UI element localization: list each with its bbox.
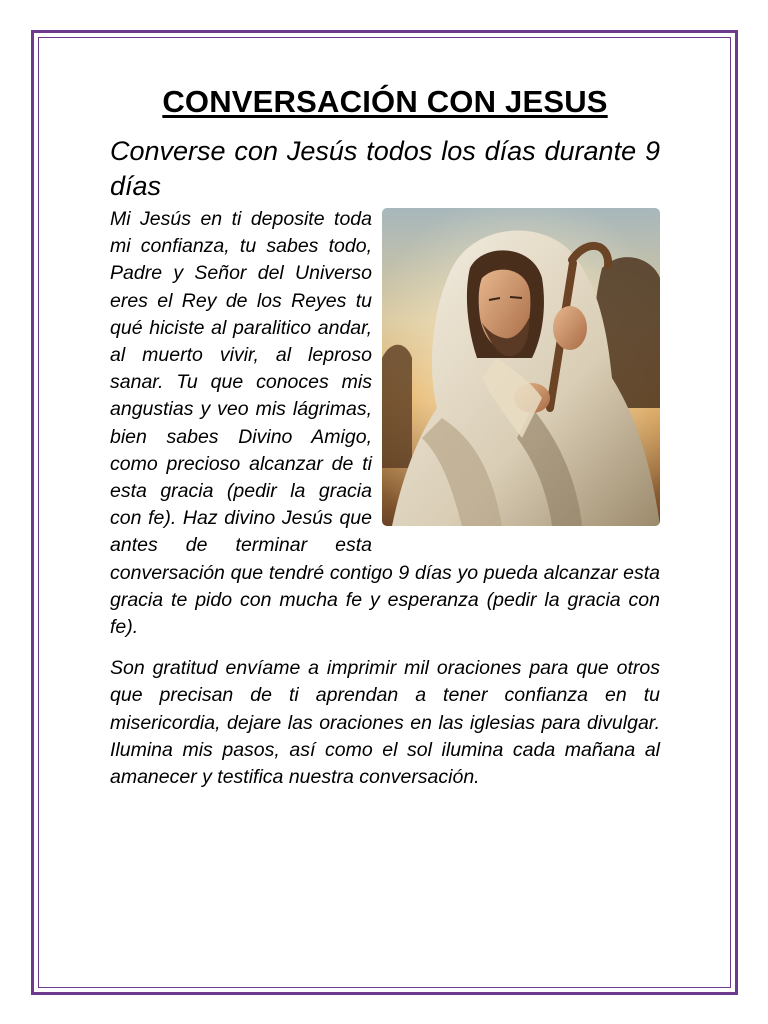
document-content bbox=[110, 80, 660, 791]
jesus-shepherd-image bbox=[382, 208, 660, 526]
prayer-paragraph-2: Son gratitud envíame a imprimir mil oraciones para que otros que precisan de ti aprendan a tener confianza en tu misericordia, dejare las oraciones en las iglesias para divulgar. Ilumina mis pasos, así como el sol ilumina cada mañana al amanecer y testifica nuestra conversación. bbox=[110, 657, 660, 789]
jesus-portrait-icon bbox=[382, 208, 660, 526]
prayer-paragraph-1: Mi Jesús en ti deposite toda mi confianza, tu sabes todo, Padre y Señor del Universo eres el Rey de los Reyes tu qué hiciste al paralitico andar, al muerto vivir, al leproso sanar. Tu que conoces mis angustias y veo mis lágrimas, bien sabes Divino Amigo, como precioso alcanzar de ti esta gracia (pedir la gracia con fe). Haz divino Jesús que antes de terminar esta conversación que tendré contigo 9 días yo pueda alcanzar esta gracia te pido con mucha fe y esperanza (pedir la gracia con fe). bbox=[110, 208, 660, 639]
document-subtitle: Converse con Jesús todos los días durante 9 días bbox=[110, 136, 660, 201]
document-title: CONVERSACIÓN CON JESUS bbox=[162, 84, 608, 119]
